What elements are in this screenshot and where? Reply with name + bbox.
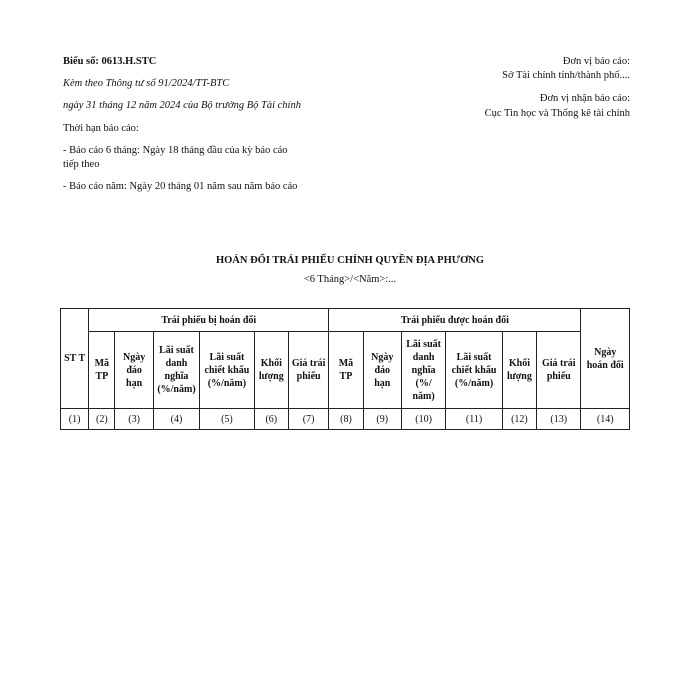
col-number: (10)	[401, 409, 445, 430]
col-number: (8)	[329, 409, 363, 430]
col-number: (4)	[153, 409, 199, 430]
report-table	[60, 308, 630, 430]
col-number: (9)	[363, 409, 401, 430]
col-number: (14)	[581, 409, 630, 430]
col-number: (11)	[446, 409, 502, 430]
col-number: (13)	[537, 409, 581, 430]
header-new-maturity-date: Ngày đáo hạn	[363, 332, 401, 409]
report-period: <6 Tháng>/<Năm>:...	[303, 274, 397, 285]
reporting-unit-value: Sở Tài chính tỉnh/thành phố....	[502, 70, 630, 82]
col-number: (2)	[89, 409, 115, 430]
header-old-coupon-rate: Lãi suất danh nghĩa (%/năm)	[153, 332, 199, 409]
header-exchange-date: Ngày hoán đổi	[581, 309, 630, 409]
header-left	[63, 55, 303, 202]
deadline-6-months: - Báo cáo 6 tháng: Ngày 18 tháng đầu của kỳ báo cáo tiếp theo	[63, 144, 288, 170]
col-number: (3)	[115, 409, 153, 430]
col-number: (5)	[200, 409, 254, 430]
header-old-volume: Khối lượng	[254, 332, 288, 409]
header-group-received-bonds: Trái phiếu được hoán đổi	[329, 309, 581, 332]
circular-reference: Kèm theo Thông tư số 91/2024/TT-BTC	[63, 78, 230, 90]
header-old-maturity-date: Ngày đáo hạn	[115, 332, 153, 409]
header-new-volume: Khối lượng	[502, 332, 536, 409]
deadline-annual: - Báo cáo năm: Ngày 20 tháng 01 năm sau năm báo cáo	[63, 181, 298, 193]
header-new-coupon-rate: Lãi suất danh nghĩa (%/ năm)	[401, 332, 445, 409]
form-code: Biểu số: 0613.H.STC	[63, 56, 157, 67]
reporting-unit-label: Đơn vị báo cáo:	[562, 56, 630, 67]
col-number: (1)	[61, 409, 89, 430]
header-new-discount-rate: Lãi suất chiết khấu (%/năm)	[446, 332, 502, 409]
report-title: HOÁN ĐỔI TRÁI PHIẾU CHÍNH QUYỀN ĐỊA PHƯƠNG	[215, 255, 485, 266]
deadline-label: Thời hạn báo cáo:	[63, 122, 139, 134]
header-old-bond-price: Giá trái phiếu	[288, 332, 328, 409]
col-number: (12)	[502, 409, 536, 430]
header-right	[380, 55, 630, 121]
header-group-exchanged-bonds: Trái phiếu bị hoán đổi	[89, 309, 329, 332]
col-number: (6)	[254, 409, 288, 430]
header-new-bond-price: Giá trái phiếu	[537, 332, 581, 409]
receiving-unit-label: Đơn vị nhận báo cáo:	[539, 93, 630, 105]
col-number: (7)	[288, 409, 328, 430]
receiving-unit-value: Cục Tin học và Thống kê tài chính	[484, 107, 630, 119]
header-old-bond-code: Mã TP	[89, 332, 115, 409]
header-stt: ST T	[61, 309, 89, 409]
header-new-bond-code: Mã TP	[329, 332, 363, 409]
circular-date: ngày 31 tháng 12 năm 2024 của Bộ trưởng Bộ Tài chính	[63, 100, 301, 112]
header-old-discount-rate: Lãi suất chiết khấu (%/năm)	[200, 332, 254, 409]
